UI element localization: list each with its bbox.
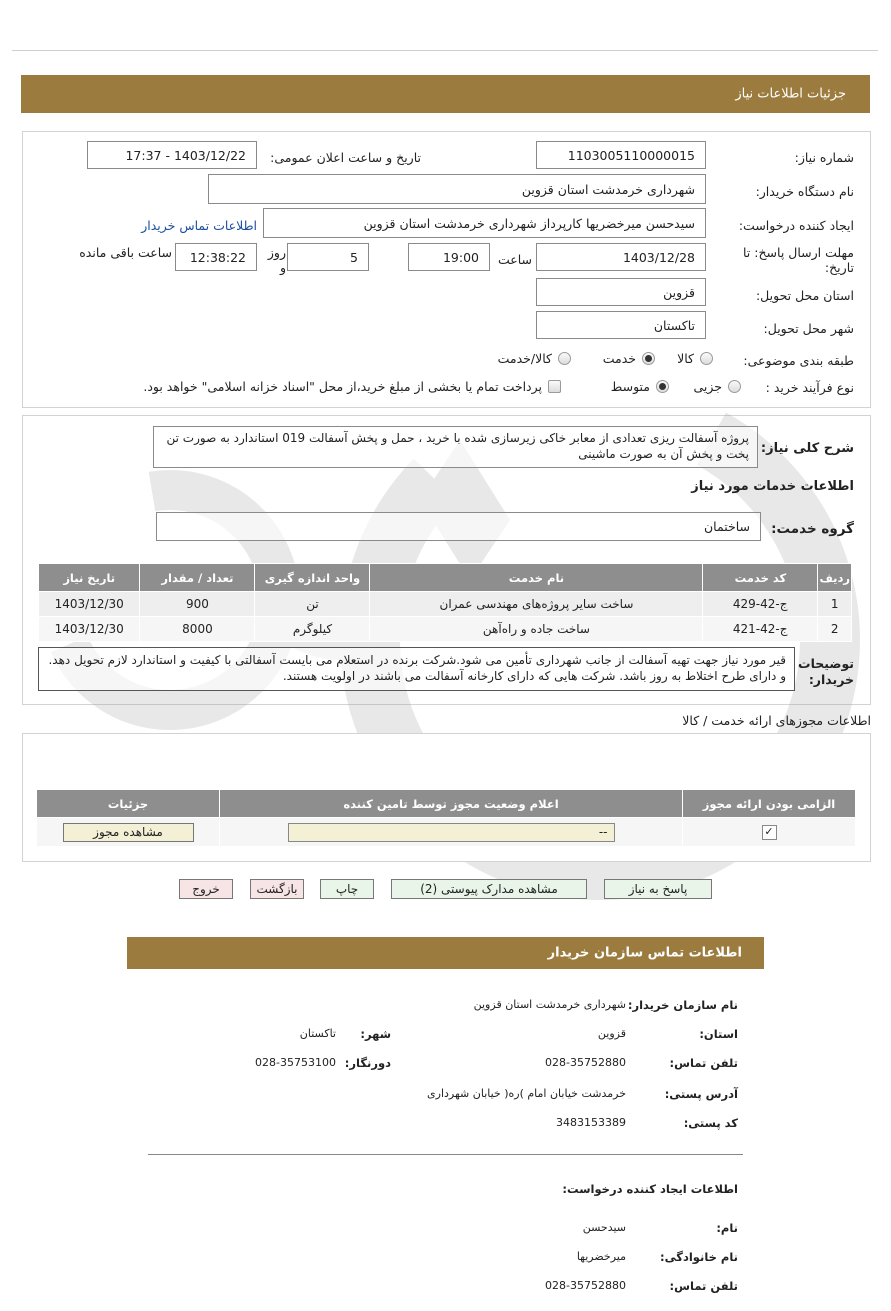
service-group-field: ساختمان [156,512,761,541]
creator-phone-value: 028-35752880 [545,1279,626,1292]
fax-label: دورنگار: [344,1056,391,1070]
category-goods-label: کالا [677,351,694,366]
category-goods-radio[interactable] [700,352,713,365]
need-number-field: 1103005110000015 [536,141,706,169]
days-field: 5 [287,243,369,271]
creator-family-value: میرخضریها [576,1250,626,1263]
buyer-contact-link[interactable]: اطلاعات تماس خریدار [141,218,257,233]
fax-value: 028-35753100 [255,1056,336,1069]
creator-phone-label: تلفن تماس: [669,1279,738,1293]
address-value: خرمدشت خیابان امام )ره( خیابان شهرداری [427,1087,626,1100]
cell-date: 1403/12/30 [39,592,140,617]
service-group-label: گروه خدمت: [771,521,854,537]
reply-button[interactable]: پاسخ به نیاز [604,879,712,899]
deadline-time-field: 19:00 [408,243,490,271]
exit-button[interactable]: خروج [179,879,233,899]
services-title: اطلاعات خدمات مورد نیاز [691,479,854,494]
category-service-option[interactable] [603,351,655,366]
contact-divider [148,1154,743,1155]
creator-label: ایجاد کننده درخواست: [738,218,854,233]
services-table [38,563,852,642]
permit-status-field[interactable]: -- [288,823,615,842]
category-both-radio[interactable] [558,352,571,365]
cell-row: 2 [818,617,852,642]
time-label: ساعت [497,252,532,267]
creator-family-label: نام خانوادگی: [660,1250,738,1264]
announce-datetime-label: تاریخ و ساعت اعلان عمومی: [270,150,421,165]
remaining-label: ساعت باقی مانده [79,245,172,260]
phone-label: تلفن تماس: [669,1056,738,1070]
back-button[interactable]: بازگشت [250,879,304,899]
buyer-notes-box [38,647,795,691]
creator-name-label: نام: [716,1221,738,1235]
category-both-label: کالا/خدمت [497,351,552,366]
deadline-label: مهلت ارسال پاسخ: تا تاریخ: [743,245,854,275]
org-label: نام سازمان خریدار: [627,998,738,1012]
category-label: طبقه بندی موضوعی: [743,353,854,368]
cell-unit: تن [255,592,370,617]
permits-title: اطلاعات مجوزهای ارائه خدمت / کالا [682,713,871,728]
process-minor-label: جزیی [693,379,722,394]
category-service-radio[interactable] [642,352,655,365]
permits-table [36,789,856,847]
treasury-note: پرداخت تمام یا بخشی از مبلغ خرید،از محل "اسناد خزانه اسلامی" خواهد بود. [143,379,542,394]
cell-code: ج-42-421 [703,617,818,642]
cell-name: ساخت جاده و راه‌آهن [370,617,703,642]
org-value: شهرداری خرمدشت استان قزوین [473,998,626,1011]
process-medium-label: متوسط [610,379,650,394]
col-permit-required: الزامی بودن ارائه مجوز [683,790,856,818]
cell-unit: کیلوگرم [255,617,370,642]
province-contact-value: قزوین [597,1027,626,1040]
cell-date: 1403/12/30 [39,617,140,642]
city-contact-label: شهر: [360,1027,391,1041]
buyer-org-field: شهرداری خرمدشت استان قزوین [208,174,706,204]
details-title: جزئیات اطلاعات نیاز [735,86,846,102]
announce-datetime-field: 1403/12/22 - 17:37 [87,141,257,169]
table-row [39,617,852,642]
contact-header [127,937,764,969]
cell-code: ج-42-429 [703,592,818,617]
creator-field: سیدحسن میرخضریها کارپرداز شهرداری خرمدشت استان قزوین [263,208,706,238]
top-divider [12,50,878,51]
category-service-label: خدمت [602,351,636,366]
buyer-org-label: نام دستگاه خریدار: [755,184,854,199]
view-permit-button[interactable]: مشاهده مجوز [63,823,194,842]
buyer-notes-text: قیر مورد نیاز جهت تهیه آسفالت از جانب شهرداری تأمین می شود.شرکت برنده در استعلام می بایست آسفالتی با کیفیت و استاندارد لازم تحویل دهد. و دارای طرح اختلاط به روز باشد. شرکت هایی که دارای کارخانه آسفالت می باشند در اولویت هستند. [48,653,786,683]
attachments-button[interactable]: مشاهده مدارک پیوستی (2) [391,879,587,899]
remaining-time-field: 12:38:22 [175,243,257,271]
deadline-date-field: 1403/12/28 [536,243,706,271]
category-both-option[interactable] [498,351,571,366]
cell-name: ساخت سایر پروژه‌های مهندسی عمران [370,592,703,617]
postal-value: 3483153389 [556,1116,626,1129]
creator-name-value: سیدحسن [582,1221,626,1234]
general-desc-text: پروژه آسفالت ریزی تعدادی از معابر خاکی زیرسازی شده با خرید ، حمل و پخش آسفالت 019 استاندارد به صورت تن پخت و پخش آن به صورت ماشینی [166,431,749,461]
cell-row: 1 [818,592,852,617]
phone-value: 028-35752880 [545,1056,626,1069]
col-need-date: تاریخ نیاز [39,564,140,592]
city-contact-value: تاکستان [299,1027,336,1040]
col-permit-details: جزئیات [37,790,220,818]
need-number-label: شماره نیاز: [794,150,854,165]
general-desc-label: شرح کلی نیاز: [760,441,854,456]
process-type-label: نوع فرآیند خرید : [765,380,854,395]
postal-label: کد پستی: [683,1116,738,1130]
category-goods-option[interactable] [677,351,713,366]
details-header [21,75,870,113]
province-field: قزوین [536,278,706,306]
col-quantity: تعداد / مقدار [140,564,255,592]
permit-required-checkbox: ✓ [762,825,777,840]
province-contact-label: استان: [699,1027,738,1041]
city-label: شهر محل تحویل: [763,321,854,336]
col-service-name: نام خدمت [370,564,703,592]
day-and-label: روز و [267,245,286,275]
col-row: ردیف [818,564,852,592]
city-field: تاکستان [536,311,706,339]
cell-quantity: 900 [140,592,255,617]
creator-info-title: اطلاعات ایجاد کننده درخواست: [562,1182,738,1196]
address-label: آدرس پستی: [664,1087,738,1101]
permit-row [37,818,856,847]
table-row [39,592,852,617]
col-permit-status: اعلام وضعیت مجوز توسط تامین کننده [220,790,683,818]
col-service-code: کد خدمت [703,564,818,592]
general-desc-box [153,426,758,468]
print-button[interactable]: چاپ [320,879,374,899]
col-unit: واحد اندازه گیری [255,564,370,592]
contact-title: اطلاعات تماس سازمان خریدار [547,945,742,961]
cell-quantity: 8000 [140,617,255,642]
province-label: استان محل تحویل: [755,288,854,303]
buyer-notes-label: توضیحات خریدار: [798,656,854,687]
